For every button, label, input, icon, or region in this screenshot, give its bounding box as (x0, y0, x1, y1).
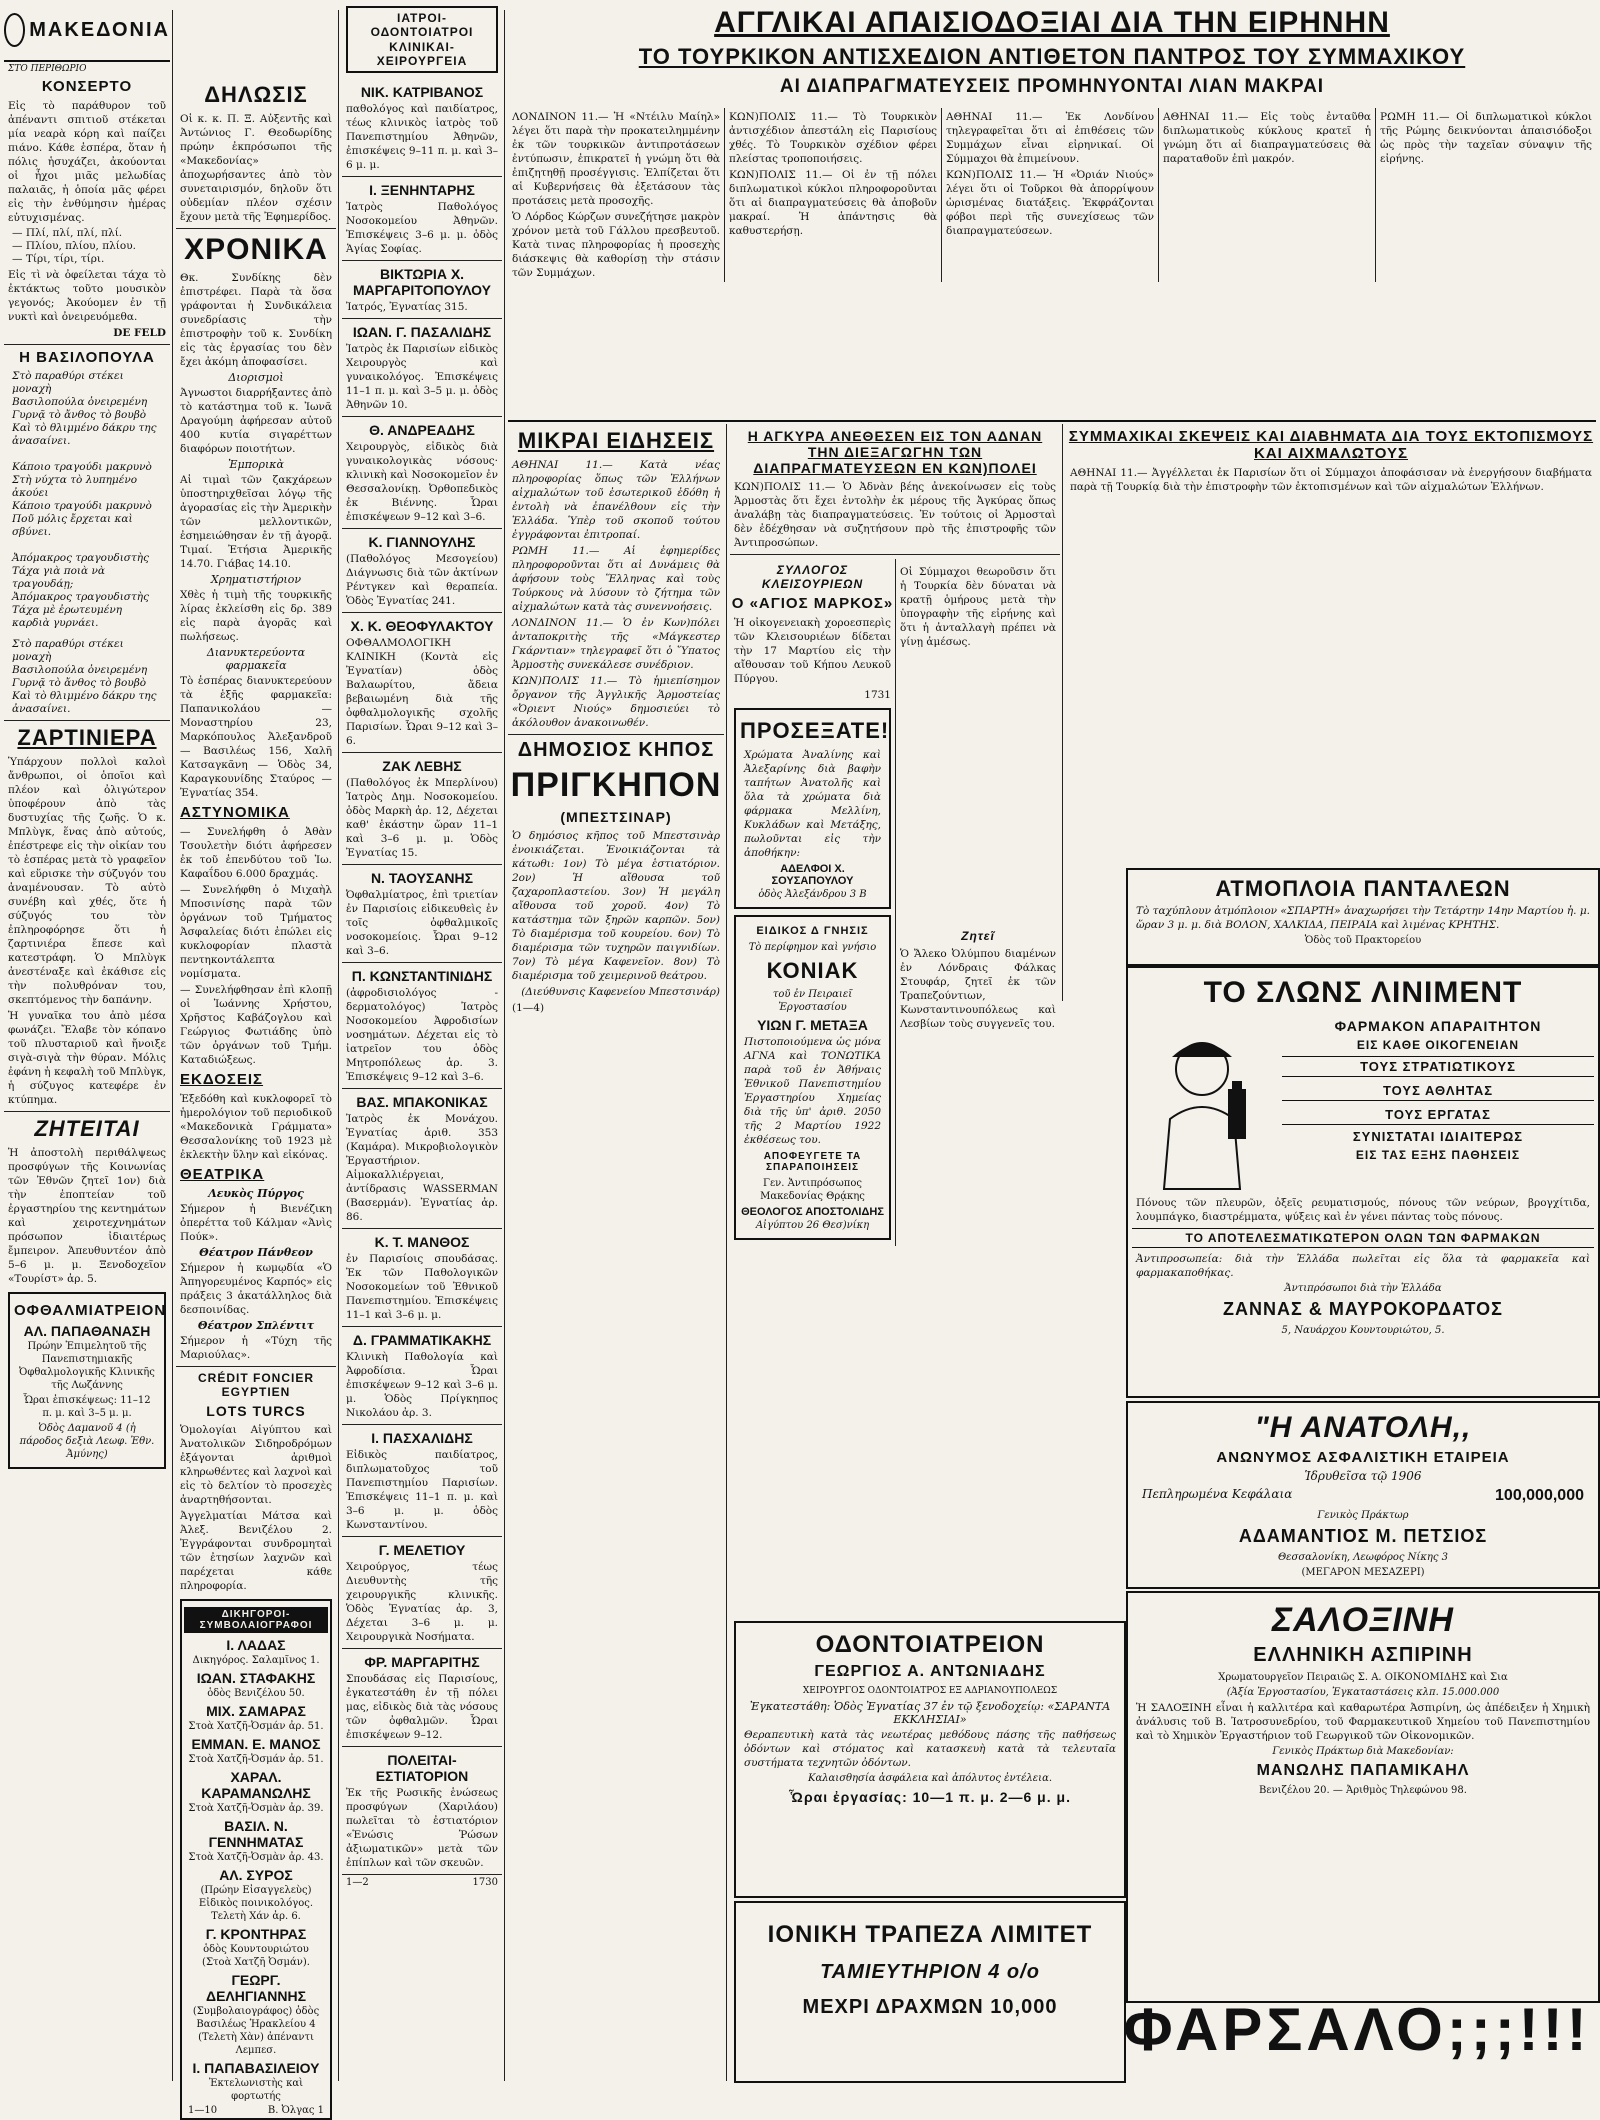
lawyer-address: (Συμβολαιογράφος) ὁδὸς Βασιλέως Ἡρακλείου 4 (Τελετὴ Χὰν) ἀπέναντι Λεμπεσ. (192, 2006, 320, 2056)
liniment-ad (1126, 966, 1600, 1398)
saloxini-agent-label: Γενικὸς Πράκτωρ διὰ Μακεδονίαν: (1272, 1746, 1454, 1757)
lawyers-list (184, 1637, 328, 2103)
doctor-name: ΙΩΑΝ. Γ. ΠΑΣΑΛΙΔΗΣ (352, 324, 492, 340)
bank-ad (734, 1901, 1126, 2083)
doctor-entry (342, 261, 502, 319)
doctor-name: ΖΑΚ ΛΕΒΗΣ (382, 758, 462, 774)
small-news-4: ΚΩΝ)ΠΟΛΙΣ 11.— Τὸ ἡμιεπίσημον ὄργανον τῆς Ἀγγλικῆς Ἁρμοστείας «Ὀριεντ Νιούς» δημοσιεύει τὸ ἀκόλουθον ἀνακοινωθέν. (512, 675, 720, 729)
sub-commerce: Ἐμπορικὰ (228, 458, 284, 471)
police-2: — Συνελήφθη ὁ Μιχαὴλ Μποσινίσης παρὰ τῶν ὀργάνων τοῦ Τμήματος Ἀσφαλείας διότι ἐπώλει εἰς κυκλοφορίαν πλαστὰ πεντηκοντάλεπτα νομίσματα. (180, 884, 332, 980)
doctors-list (342, 79, 502, 1875)
doctor-text: Ὀφθαλμίατρος, ἐπὶ τριετίαν ἐν Παρισίοις εἰδικευθεὶς ἐν τοῖς ὀφθαλμικοῖς νοσοκομείοις. Ὧραι 9–12 καὶ 3–6. (346, 889, 498, 957)
mid-col-a (508, 424, 724, 2091)
theatre-3-name: Θέατρον Σπλέντιτ (197, 1319, 315, 1332)
serial-text: Ὑπάρχουν πολλοὶ καλοὶ ἄνθρωποι, οἱ ὁποῖοι καὶ πλέον καὶ ὀλιγώτερον ὑποφέρουν ἀπὸ τὰς δυστυχίας τῆς ζωῆς. Ὁ κ. Μπλὺγκ, ἕνας ἀπὸ αὐτούς, ἐπέστρεφε εἰς τὴν οἰκίαν του τὸ ἑσπέρας μετὰ τὸ γραφεῖον καὶ εὕρισκε τὴν σύζυγόν του ἀναμένουσαν. Τὸ αὐτὸ συνέβη καὶ χθές, ὅτε ἡ σύζυγός του τὸν ἐπληροφόρησε ὅτι ἡ ζαρτινιέρα ἔπεσε καὶ κατεστράφη. Ὁ Μπλὺγκ ἀνεστέναξε καὶ ἐκάθισε εἰς τὴν πολυθρόναν του, σκεπτόμενος τὴν δαπάνην. (8, 756, 166, 1006)
serial-title: ΖΑΡΤΙΝΙΕΡΑ (17, 725, 157, 750)
police-title: ΑΣΤΥΝΟΜΙΚΑ (180, 804, 290, 821)
chronicle-4: Χθὲς ἡ τιμὴ τῆς τουρκικῆς λίρας ἐκλείσθη εἰς δρ. 389 εἰς παρὰ ἀγορᾶς καὶ πωλήσεως. (180, 589, 332, 643)
lawyer-address: Δικηγόρος. Σαλαμῖνος 1. (192, 1655, 320, 1666)
park-name: ΠΡΙΓΚΗΠΟΝ (510, 766, 722, 804)
doctor-entry (342, 79, 502, 177)
anatoli-address-2: (ΜΕΓΑΡΟΝ ΜΕΣΑΖΕΡΙ) (1301, 1567, 1425, 1578)
lawyer-name: Γ. ΚΡΟΝΤΗΡΑΣ (205, 1926, 307, 1942)
lead-text-4: ΚΩΝ)ΠΟΛΙΣ 11.— Οἱ ἐν τῇ πόλει διπλωματικοὶ κύκλοι πληροφοροῦνται ὅτι αἱ διαπραγματεύσεις θὰ ἀποβοῦν μακραί. Ἡ ἀπάντησις θὰ καθυστερήσῃ. (729, 169, 937, 237)
doctor-entry (342, 417, 502, 529)
declaration-text: Οἱ κ. κ. Π. Ξ. Αὐξεντῆς καὶ Ἀντώνιος Γ. Θεοδωρίδης πρώην ἐκπρόσωποι τῆς «Μακεδονίας» ἀποχωρήσαντες ἀπὸ τὸν συνεταιρισμόν, δηλοῦν ὅτι οὐδεμίαν πλέον σχέσιν ἔχουν μετὰ τῆς Ἐφημερίδος. (180, 113, 332, 223)
attention-store: ΑΔΕΛΦΟΙ Χ. ΣΟΥΣΑΠΟΥΛΟΥ (771, 863, 854, 887)
eye-clinic-text: Πρώην Ἐπιμελητοῦ τῆς Πανεπιστημιακῆς Ὀφθαλμολογικῆς Κλινικῆς τῆς Λωζάννης (19, 1341, 155, 1391)
anatoli-director-label: Γενικὸς Πράκτωρ (1317, 1510, 1409, 1521)
lawyer-address: Στοὰ Χατζῆ-Ὀσμάν ἀρ. 51. (188, 1754, 324, 1765)
park-signature: (Διεύθυνσις Καφενείου Μπεστσινάρ) (521, 986, 720, 998)
doctor-entry (342, 177, 502, 261)
lawyer-name: ΜΙΧ. ΣΑΜΑΡΑΣ (206, 1703, 306, 1719)
anatoli-subtitle: ΑΝΩΝΥΜΟΣ ΑΣΦΑΛΙΣΤΙΚΗ ΕΤΑΙΡΕΙΑ (1216, 1449, 1510, 1466)
credit-text-2: Ἀγγελματίαι Μάτσα καὶ Ἀλεξ. Βενιζέλου 2. Ἐγγράφονται συνδρομηταὶ τῶν ἐτησίων λαχνῶν καὶ παρέχεται κάθε πληροφορία. (180, 1510, 332, 1592)
club-number: 1731 (864, 689, 891, 701)
liniment-title: ΤΟ ΣΛΩΝΣ ΛΙΝΙΜΕΝΤ (1203, 976, 1523, 1009)
publications-title: ΕΚΔΟΣΕΙΣ (180, 1071, 264, 1088)
lead-text-7: ΑΘΗΝΑΙ 11.— Εἰς τοὺς ἐνταῦθα διπλωματικοὺς κύκλους κρατεῖ ἡ γνώμη ὅτι αἱ διαπραγματεύσεις θὰ παραταθοῦν ἐπὶ μακρόν. (1163, 111, 1371, 165)
concert-text: Εἰς τὸ παράθυρον τοῦ ἀπέναντι σπιτιοῦ στέκεται μία νεαρὰ κόρη καὶ παίζει πιάνο. Κάθε ἑσπέρα, ὅταν ἡ πόλις ἡσυχάζει, ἀκούονται οἱ ἦχοι μιᾶς μελωδίας παλαιᾶς, ἡ ὁποία μᾶς φέρει εἰς τὴν ἐνθύμησιν ἡμέρας εὐτυχισμένας. (8, 100, 166, 224)
liniment-note: Ἀντιπροσωπεία: διὰ τὴν Ἑλλάδα πωλεῖται εἰς ὅλα τὰ φαρμακεῖα καὶ φαρμακαποθήκας. (1136, 1253, 1590, 1279)
attention-title: ΠΡΟΣΕΞΑΤΕ! (740, 718, 890, 743)
lead-story (508, 0, 1596, 420)
lawyer-address: Στοὰ Χατζῆ-Ὀσμάν ἀρ. 51. (188, 1721, 324, 1732)
lawyer-address: ὁδὸς Κουντουριώτου (Στοὰ Χατζῆ Ὀσμάν). (202, 1944, 310, 1968)
small-news-title: ΜΙΚΡΑΙ ΕΙΔΗΣΕΙΣ (517, 428, 715, 453)
declaration-title: ΔΗΛΩΣΙΣ (204, 82, 308, 107)
credit-text: Ὁμολογίαι Αἰγύπτου καὶ Ἀνατολικῶν Σιδηροδρόμων ἐξάγονται ἀριθμοὶ κληρωθέντες καὶ λαχνοὶ καὶ εἰς τὸ δελτίον τὸ προσεχὲς ἀναρτηθήσονται. (180, 1424, 332, 1506)
lead-text-3: ΚΩΝ)ΠΟΛΙΣ 11.— Τὸ Τουρκικὸν ἀντισχέδιον ἀπεστάλη εἰς Παρισίους χθές. Τὸ Τουρκικὸν σχέδιον φέρει πλείστας τροποποιήσεις. (729, 111, 937, 165)
concert-signature: DE FELD (113, 327, 166, 339)
lawyer-name: Ι. ΛΑΔΑΣ (226, 1637, 286, 1653)
park-title: ΔΗΜΟΣΙΟΣ ΚΗΠΟΣ (517, 739, 715, 761)
cognac-text: Πιστοποιούμενα ὡς μόνα ΑΓΝΑ καὶ ΤΟΝΩΤΙΚΑ παρὰ τοῦ ἐν Ἀθήναις Ἐθνικοῦ Πανεπιστημίου Ἐργαστηρίου Χημείας διὰ τῆς ὑπ' ἀριθ. 2050 τῆς 2 Μαρτίου 1922 ἐκθέσεως του. (744, 1036, 881, 1146)
doctor-name: Κ. Τ. ΜΑΝΘΟΣ (374, 1234, 470, 1250)
eye-clinic-hours: Ὧραι ἐπισκέψεως: 11–12 π. μ. καὶ 3–5 μ. μ. (23, 1395, 151, 1419)
eye-clinic-ad (8, 1292, 166, 1469)
concert-title: ΚΟΝΣΕΡΤΟ (41, 78, 133, 95)
lawyer-name: Ι. ΠΑΠΑΒΑΣΙΛΕΙΟΥ (192, 2060, 320, 2076)
allies-text: ΑΘΗΝΑΙ 11.— Ἀγγέλλεται ἐκ Παρισίων ὅτι οἱ Σύμμαχοι ἀποφάσισαν νὰ ἐνεργήσουν διαβήματα παρὰ τῇ Τουρκίᾳ διὰ τὴν ἐπιστροφὴν τῶν ἐκτοπισμένων καὶ τῶν αἰχμαλώτων Ἑλλήνων. (1070, 467, 1592, 493)
lawyers-box (180, 1599, 332, 2120)
liniment-agent-label: Ἀντιπρόσωποι διὰ τὴν Ἑλλάδα (1284, 1283, 1442, 1294)
doctors-header-1: ΙΑΤΡΟΙ-ΟΔΟΝΤΟΙΑΤΡΟΙ (370, 11, 474, 39)
doctor-name: Γ. ΜΕΛΕΤΙΟΥ (378, 1542, 466, 1558)
doctor-text: παθολόγος καὶ παιδίατρος, τέως κλινικὸς ἰατρὸς τοῦ Πανεπιστημίου Ἀθηνῶν, ἐπισκέψεις 9–11 π. μ. καὶ 3–6 μ. μ. (346, 103, 498, 171)
lawyer-name: ΒΑΣΙΛ. Ν. ΓΕΝΝΗΜΑΤΑΣ (208, 1818, 304, 1850)
credit-title: CRÉDIT FONCIER EGYPTIEN (198, 1371, 314, 1399)
lawyers-footer-right: Β. Ὀλγας 1 (267, 2105, 324, 2116)
wanted-2-title: Ζητεῖ (961, 929, 995, 943)
doctor-entry (342, 319, 502, 417)
police-1: — Συνελήφθη ὁ Ἀθὰν Τσουλετὴν διότι ἀφήρεσεν ἐκ τοῦ ἐπενδύτου τοῦ Ἰω. Καφαΐδου 6.000 δραχμάς. (180, 826, 332, 880)
credit-subtitle: LOTS TURCS (206, 1403, 306, 1419)
doctor-name: Κ. ΓΙΑΝΝΟΥΛΗΣ (368, 534, 476, 550)
masthead-title: ΜΑΚΕΔΟΝΙΑ (29, 18, 170, 41)
ankara-title: Η ΑΓΚΥΡΑ ΑΝΕΘΕΣΕΝ ΕΙΣ ΤΟΝ ΑΔΝΑΝ ΤΗΝ ΔΙΕΞΑΓΩΓΗΝ ΤΩΝ ΔΙΑΠΡΑΓΜΑΤΕΥΣΕΩΝ ΕΝ ΚΩΝ)ΠΟΛΕΙ (747, 428, 1043, 476)
dentist-address: Ἐγκατεστάθη: Ὁδὸς Ἐγνατίας 37 ἐν τῷ ξενοδοχείῳ: «ΣΑΡΑΝΤΑ ΕΚΚΛΗΣΙΑΙ» (749, 1700, 1111, 1726)
doctor-name: Ι. ΞΕΝΗΝΤΑΡΗΣ (369, 182, 475, 198)
attention-text: Χρώματα Ἀναλίνης καὶ Ἀλεξαρίνης διὰ βαφὴν ταπήτων Ἀνατολῆς καὶ ὅλα τὰ χρώματα διὰ φάρμακα Μελλίνη, Κυκλάδων καὶ Μετάξης, πωλοῦνται εἰς τὴν ἀποθήκην: (744, 749, 881, 859)
club-title: ΣΥΛΛΟΓΟΣ ΚΛΕΙΣΟΥΡΙΕΩΝ (761, 563, 864, 591)
doctor-entry (342, 963, 502, 1089)
doctors-footer-left: 1—2 (346, 1877, 369, 1888)
club-text: Ἡ οἰκογενειακὴ χοροεσπερὶς τῶν Κλεισουριέων δίδεται τὴν 17 Μαρτίου εἰς τὴν αἴθουσαν τοῦ Κήπου Λευκοῦ Πύργου. (734, 617, 891, 685)
attention-ad (734, 708, 891, 909)
serial-text-2: Ἡ γυναῖκα του ἀπὸ μέσα φωνάζει. Ἔλαβε τὸν κόπανο τοῦ πλυσταριοῦ καὶ ἤνοιξε σιγὰ-σιγὰ τὴν θύραν. Μόλις ἐφάνη ἡ κεφαλὴ τοῦ Μπλὺγκ, ἡ σύζυγος κατεφέρε ἐν κτύπημα. (8, 1010, 166, 1106)
liniment-best: ΤΟ ΑΠΟΤΕΛΕΣΜΑΤΙΚΩΤΕΡΟΝ ΟΛΩΝ ΤΩΝ ΦΑΡΜΑΚΩΝ (1132, 1228, 1594, 1248)
doctor-text: Ἰατρός, Ἐγνατίας 315. (346, 301, 468, 313)
column-1 (4, 0, 170, 2091)
eye-clinic-title: ΟΦΘΑΛΜΙΑΤΡΕΙΟΝ (14, 1302, 167, 1319)
sub-pharmacies: Διανυκτερεύοντα φαρμακεῖα (206, 646, 306, 672)
theatre-title: ΘΕΑΤΡΙΚΑ (180, 1166, 265, 1183)
park-subtitle: (ΜΠΕΣΤΣΙΝΑΡ) (560, 809, 672, 825)
lead-headline-2: ΤΟ ΤΟΥΡΚΙΚΟΝ ΑΝΤΙΣΧΕΔΙΟΝ ΑΝΤΙΘΕΤΟΝ ΠΑΝΤΡΟΣ ΤΟΥ ΣΥΜΜΑΧΙΚΟΥ (638, 44, 1466, 69)
lawyer-address: Ἐκτελωνιστὴς καὶ φορτωτής (208, 2078, 304, 2102)
doctor-name: Ν. ΤΑΟΥΣΑΝΗΣ (370, 870, 474, 886)
chronicle-1: Θκ. Συνδίκης δὲν ἐπιστρέφει. Παρὰ τὰ ὅσα γράφονται ἡ Συνδικάλεια συνεδρίασις τὴν ἐπιστροφὴν τοῦ κ. Συνδίκη εἰς τὰς ἐργασίας του δὲν ἔχει ἀκόμη ἀποφασίσει. (180, 272, 332, 368)
sub-appointments: Διορισμοὶ (228, 371, 284, 384)
doctor-name: ΒΙΚΤΩΡΙΑ Χ. ΜΑΡΓΑΡΙΤΟΠΟΥΛΟΥ (352, 266, 491, 298)
masthead-emblem-icon (4, 13, 25, 47)
nurse-with-bottle-icon (1142, 1019, 1272, 1189)
liniment-for-athletes: ΤΟΥΣ ΑΘΛΗΤΑΣ (1282, 1081, 1594, 1101)
doctor-entry (342, 1229, 502, 1327)
liniment-subtitle-2: ΕΙΣ ΚΑΘΕ ΟΙΚΟΓΕΝΕΙΑΝ (1356, 1038, 1520, 1052)
cognac-header: ΕΙΔΙΚΟΣ Δ ΓΝΗΣΙΣ (756, 925, 869, 937)
doctor-name: ΒΑΣ. ΜΠΑΚΟΝΙΚΑΣ (356, 1094, 488, 1110)
saloxini-title: ΣΑΛΟΞΙΝΗ (1272, 1601, 1454, 1639)
chronicle-3: Αἱ τιμαὶ τῶν ζακχάρεων ὑποστηριχθεῖσαι λόγῳ τῆς ἀγορασίας εἰς τὴν Ἀμερικὴν τῶν μελλοντικῶν, ἐσημειώθησαν ἐν τῇ ἀγορᾷ. Τιμαί. Ἐτήσια Ἀμερικῆς 14.70. Γιάβας 14.10. (180, 474, 332, 570)
saloxini-maker: Χρωματουργεῖον Πειραιῶς Σ. Α. ΟΙΚΟΝΟΜΙΔΗΣ καὶ Σια (1218, 1672, 1508, 1683)
small-news-1: ΑΘΗΝΑΙ 11.— Κατὰ νέας πληροφορίας ὅπως τῶν Ἑλλήνων αἰχμαλώτων τοῦ ἐσωτερικοῦ ἐδόθη ἡ ἐντολὴ νὰ ἐπανέλθουν εἰς τὴν Ἑλλάδα. Ὑπὲρ τοῦ σκοποῦ τούτου ἐγγράφονται ἐπιτροπαί. (512, 459, 720, 541)
cognac-line: τοῦ ἐν Πειραιεῖ Ἐργοστασίου (772, 989, 853, 1013)
lawyer-name: ΓΕΩΡΓ. ΔΕΛΗΓΙΑΝΝΗΣ (206, 1972, 306, 2004)
doctor-entry (342, 1089, 502, 1229)
anatoli-address: Θεσσαλονίκη, Λεωφόρος Νίκης 3 (1277, 1552, 1449, 1563)
doctor-entry (342, 753, 502, 865)
saloxini-capital: (Ἀξία Ἐργοστασίου, Ἐγκαταστάσεις κλπ. 15.000.000 (1226, 1687, 1500, 1698)
lawyer-name: ΧΑΡΑΛ. ΚΑΡΑΜΑΝΩΛΗΣ (201, 1769, 311, 1801)
doctor-entry (342, 1649, 502, 1747)
doctor-text: (ἀφροδισιολόγος - δερματολόγος) Ἰατρὸς Νοσοκομείου Ἀφροδισίων νοσημάτων. Δέχεται εἰς τὸ ἰατρεῖον του ὁδὸς Μητροπόλεως ἀρ. 3. Ἐπισκέψεις 9–12 καὶ 3–6. (346, 987, 498, 1083)
park-number: (1—4) (512, 1002, 545, 1014)
liniment-for-soldiers: ΤΟΥΣ ΣΤΡΑΤΙΩΤΙΚΟΥΣ (1282, 1056, 1594, 1077)
concert-text-2: Εἰς τὶ νὰ ὀφείλεται τάχα τὸ ἐκτάκτως τοῦτο μουσικὸν γεγονός; Ἀκούομεν ἐν τῇ νυκτὶ καὶ ὀνειρευόμεθα. (8, 269, 166, 323)
small-news-2: ΡΩΜΗ 11.— Αἱ ἐφημερίδες πληροφοροῦνται ὅτι αἱ Δυνάμεις θὰ ἀφήσουν τοὺς Ἕλληνας καὶ τοὺς Τούρκους νὰ λύσουν τὸ ζήτημα τῶν αἰχμαλώτων κατὰ τὰς συνεννοήσεις. (512, 545, 720, 613)
dentist-ad (734, 1621, 1126, 1898)
chronicle-5: Τὸ ἑσπέρας διανυκτερεύουν τὰ ἑξῆς φαρμακεῖα: Παπανικολάου — Μοναστηρίου 23, Μαρκόπουλος Ἀλεξανδροῦ — Βασιλέως 156, Χαλῆ Κατσαγκᾶνη — Ὁδὸς 34, Καραγκουνίδης Σταύρος — Ἐγνατίας 354. (180, 675, 332, 799)
mid-col-c (1066, 424, 1596, 804)
dentist-subtitle: ΧΕΙΡΟΥΡΓΟΣ ΟΔΟΝΤΟΙΑΤΡΟΣ ΕΞ ΑΔΡΙΑΝΟΥΠΟΛΕΩΣ (802, 1686, 1058, 1696)
bank-subtitle: ΤΑΜΙΕΥΤΗΡΙΟΝ 4 ο/ο (820, 1961, 1040, 1983)
doctor-entry (342, 1747, 502, 1875)
ship-text: Τὸ ταχύπλουν ἀτμόπλοιον «ΣΠΑΡΤΗ» ἀναχωρήσει τὴν Τετάρτην 14ην Μαρτίου ἡ. μ. ὥραν 3 μ. μ. διὰ ΒΟΛΟΝ, ΧΑΛΚΙΔΑ, ΠΕΙΡΑΙΑ καὶ λιμένας ΚΡΗΤΗΣ. (1136, 905, 1590, 931)
liniment-subtitle: ΦΑΡΜΑΚΟΝ ΑΠΑΡΑΙΤΗΤΟΝ (1334, 1018, 1542, 1034)
ankara-text: ΚΩΝ)ΠΟΛΙΣ 11.— Ὁ Ἀδνὰν βέης ἀνεκοίνωσεν εἰς τοὺς Ἁρμοστὰς ὅτι ἔχει ἐντολὴν ἐκ μέρους τῆς Ἀγκύρας ὅπως ἀναλάβῃ τὰς διαπραγματεύσεις. Ἐν τούτοις οἱ Ἁρμοσταὶ δὲν ἐδέχθησαν νὰ συζητήσουν πρὸ τῆς ἐπιστροφῆς τῶν Ἀντιπροσώπων. (734, 481, 1056, 549)
bank-title: ΙΟΝΙΚΗ ΤΡΑΠΕΖΑ ΛΙΜΙΤΕΤ (767, 1921, 1093, 1948)
cognac-agent: ΘΕΟΛΟΓΟΣ ΑΠΟΣΤΟΛΙΔΗΣ (741, 1206, 884, 1218)
doctor-name: Θ. ΑΝΔΡΕΑΔΗΣ (369, 422, 475, 438)
cognac-ad (734, 915, 891, 1240)
police-3: — Συνελήφθησαν ἐπὶ κλοπῇ οἱ Ἰωάννης Χρήστου, Χρῆστος Καβάζογλου καὶ Γεώργιος Φωτιάδης ὑπὸ τῶν ὀργάνων τοῦ Τμήμ. Καταδιώξεως. (180, 984, 332, 1066)
eye-clinic-name: ΑΛ. ΠΑΠΑΘΑΝΑΣΗ (23, 1323, 151, 1339)
liniment-text: Πόνους τῶν πλευρῶν, ὀξεῖς ρευματισμούς, πόνους τῶν νεύρων, βρογχίτιδα, λουμπάγκο, διαστρέμματα, ψύξεις καὶ ἐν γένει πάντας τοὺς πόνους. (1136, 1197, 1590, 1223)
lead-headline-3: ΑΙ ΔΙΑΠΡΑΓΜΑΤΕΥΣΕΙΣ ΠΡΟΜΗΝΥΟΝΤΑΙ ΛΙΑΝ ΜΑΚΡΑΙ (779, 76, 1325, 97)
cognac-warning: ΑΠΟΦΕΥΓΕΤΕ ΤΑ ΣΠΑΡΑΠΟΙΗΣΕΙΣ (763, 1151, 862, 1173)
sub-exchange: Χρηματιστήριον (210, 573, 302, 586)
doctor-entry (342, 529, 502, 613)
wanted-2-text: Ὁ Ἄλεκο Ὀλύμπου διαμένων ἐν Λόνδραις Φάλκας Στουφάρ, ζητεῖ ἐκ τῶν Τραπεζούντιων, Κωνσταντινουπόλεως καὶ Λεσβίων τοὺς συγγενεῖς του. (900, 948, 1056, 1030)
ship-agent: Ὁδὸς τοῦ Πρακτορείου (1304, 935, 1422, 946)
small-news-3: ΛΟΝΔΙΝΟΝ 11.— Ὁ ἐν Κων)πόλει ἀνταποκριτὴς τῆς «Μάγκεστερ Γκάρντιαν» τηλεγραφεῖ ὅτι ὁ Ὕπατος Ἁρμοστὴς συνεκάλεσε συνέδριον. (512, 617, 720, 671)
doctor-text: Ἰατρὸς Παθολόγος Νοσοκομείου Ἀθηνῶν. Ἐπισκέψεις 3–6 μ. μ. ὁδὸς Ἁγίας Σοφίας. (346, 201, 498, 255)
cognac-maker: ΥΙΩΝ Γ. ΜΕΤΑΞΑ (757, 1017, 868, 1033)
ship-ad (1126, 868, 1600, 966)
doctor-name: ΝΙΚ. ΚΑΤΡΙΒΑΝΟΣ (360, 84, 484, 100)
lawyers-footer-left: 1—10 (188, 2105, 218, 2116)
doctor-text: ἐν Παρισίοις σπουδάσας. Ἐκ τῶν Παθολογικῶν Νοσοκομείων τοῦ Ἐθνικοῦ Πανεπιστημίου. Ἐπισκέψεις 11–1 καὶ 3–6 μ. μ. (346, 1253, 498, 1321)
anatoli-ad (1126, 1401, 1600, 1589)
theatre-1-text: Σήμερον ἡ Βιενέζικη ὀπερέττα τοῦ Κάλμαν «Ἀνὶς Πούκ». (180, 1203, 332, 1243)
dentist-text: Θεραπευτικὴ κατὰ τὰς νεωτέρας μεθόδους πάσης τῆς παθήσεως ὀδόντων καὶ στόματος καὶ κατασκευὴ κατὰ τὰ τελευταῖα συστήματα τεχνητῶν ὀδόντων. (744, 1729, 1116, 1769)
anatoli-capital: 100,000,000 (1495, 1487, 1584, 1504)
cognac-pre: Τὸ περίφημον καὶ γνήσιο (748, 942, 877, 953)
masthead-box (4, 0, 170, 62)
theatre-3-text: Σήμερον ἡ «Τύχη τῆς Μαριούλας». (180, 1335, 332, 1361)
doctor-text: (Παθολόγος Μεσογείου) Διάγνωσις διὰ τῶν ἀκτίνων Ρέντγκεν καὶ θεραπεία. Ὁδὸς Ἐγνατίας 241. (346, 553, 498, 607)
doctor-text: Κλινικὴ Παθολογία καὶ Ἀφροδίσια. Ὧραι ἐπισκέψεων 9–12 καὶ 3–6 μ. μ. Ὁδὸς Πρίγκηπος Νικολάου ἀρ. 3. (346, 1351, 498, 1419)
attention-address: ὁδὸς Ἀλεξάνδρου 3 Β (758, 889, 867, 900)
doctor-text: Χειρουργὸς, εἰδικὸς διὰ γυναικολογικὰς νόσους· κλινικὴ καὶ Νοσοκομεῖον ἐν Θεσσαλονίκῃ. Ὀρθοπεδικὸς ἐκ Βιέννης. Ὧραι ἐπισκέψεων 9–12 καὶ 3–6. (346, 441, 498, 523)
lead-text-5: ΑΘΗΝΑΙ 11.— Ἐκ Λονδίνου τηλεγραφεῖται ὅτι αἱ ἐπιθέσεις τῶν Συμμάχων εἶναι εἰρηνικαί. Οἱ Σύμμαχοι θὰ ἐπιμείνουν. (946, 111, 1154, 165)
dentist-name: ΓΕΩΡΓΙΟΣ Α. ΑΝΤΩΝΙΑΔΗΣ (814, 1663, 1046, 1680)
doctors-header-2: ΚΛΙΝΙΚΑΙ-ΧΕΙΡΟΥΡΓΕΙΑ (376, 40, 468, 68)
lawyer-name: ΑΛ. ΣΥΡΟΣ (219, 1867, 293, 1883)
doctor-text: ΟΦΘΑΛΜΟΛΟΓΙΚΗ ΚΛΙΝΙΚΗ (Κοντὰ εἰς Ἐγνατίαν) ὁδὸς Βαλαωρίτου, ἄδεια βεβαιωμένη διὰ τῆς ὀφθαλμολογικῆς σχολῆς Παρισίων. Ὧραι 9–12 καὶ 3–6. (346, 637, 499, 747)
doctor-name: Χ. Κ. ΘΕΟΦΥΛΑΚΤΟΥ (350, 618, 494, 634)
saloxini-ad (1126, 1591, 1600, 2003)
princess-poem-2: Στὸ παραθύρι στέκει μοναχὴ Βασιλοπούλα ὀνειρεμένη Γυρνᾷ τὸ ἄνθος τὸ βουβὸ Καὶ τὸ θλιμμένο δάκρυ της ἀνασαίνει. (12, 638, 157, 715)
farsalo-footer: ΦΑΡΣΑΛΟ;;;!!! (1123, 1996, 1591, 2063)
doctor-text: Σπουδάσας εἰς Παρισίους, ἐγκατεστάθη ἐν τῇ πόλει μας, εἰδικὸς διὰ τὰς νόσους τῶν ὀφθαλμῶν. Ὧραι ἐπισκέψεων 9–12. (346, 1673, 498, 1741)
doctor-text: Ἰατρὸς ἐκ Μονάχου. Ἐγνατίας ἀριθ. 353 (Καμάρα). Μικροβιολογικὸν Ἐργαστήριον. Αἱμοκαλλιέργειαι, ἀντίδρασις WASSERMAN (Βασερμάν). Ἐγνατίας ἀρ. 86. (346, 1113, 498, 1223)
anatoli-capital-label: Πεπληρωμένα Κεφάλαια (1142, 1487, 1293, 1501)
publications-text: Ἐξεδόθη καὶ κυκλοφορεῖ τὸ ἡμερολόγιον τοῦ περιοδικοῦ «Μακεδονικὰ Γράμματα» Θεσσαλονίκης τοῦ 1923 μὲ ἐκλεκτὴν ὕλην καὶ εἰκόνας. (180, 1093, 332, 1161)
lead-text-6: ΚΩΝ)ΠΟΛΙΣ 11.— Ἡ «Ὀριάν Νιούς» λέγει ὅτι οἱ Τοῦρκοι θὰ ἀπορρίψουν ὡρισμένας διατάξεις. Ἐκφράζονται φόβοι περὶ τῆς συνεχίσεως τῶν διαπραγματεύσεων. (946, 169, 1154, 237)
doctor-entry (342, 1425, 502, 1537)
bank-line: ΜΕΧΡΙ ΔΡΑΧΜΩΝ 10,000 (802, 1996, 1058, 2018)
liniment-for-workers: ΤΟΥΣ ΕΡΓΑΤΑΣ (1282, 1105, 1594, 1125)
doctors-footer-right: 1730 (472, 1877, 498, 1888)
lawyer-address: Στοὰ Χατζῆ-Ὀσμὰν ἀρ. 39. (188, 1803, 324, 1814)
princess-title: Η ΒΑΣΙΛΟΠΟΥΛΑ (19, 349, 155, 366)
saloxini-agent: ΜΑΝΩΛΗΣ ΠΑΠΑΜΙΚΑΗΛ (1256, 1762, 1470, 1779)
lead-text-1: ΛΟΝΔΙΝΟΝ 11.— Ἡ «Ντέιλυ Μαίηλ» λέγει ὅτι παρὰ τὴν προκατειλημμένην ἐκ τῶν τουρκικῶν ἀντιπροτάσεων ἐντύπωσιν, ἐπικρατεῖ ἡ γνώμη ὅτι θὰ ἐπιζητηθῇ προσέγγισις. Ἐλπίζεται ὅτι αἱ Κυβερνήσεις θὰ ἐξετάσουν τὰς προτάσεις μετὰ προσοχῆς. (512, 111, 720, 207)
anatoli-title: "Η ΑΝΑΤΟΛΗ,, (1254, 1411, 1472, 1444)
lawyer-address: (Πρώην Εἰσαγγελεὺς) Εἰδικὸς ποινικολόγος. Τελετὴ Χάν ἀρ. 6. (198, 1885, 314, 1922)
liniment-agent: ΖΑΝΝΑΣ & ΜΑΥΡΟΚΟΡΔΑΤΟΣ (1223, 1299, 1503, 1319)
column-3 (342, 0, 502, 2091)
lead-text-8: ΡΩΜΗ 11.— Οἱ διπλωματικοὶ κύκλοι τῆς Ρώμης δεικνύονται ἀπαισιόδοξοι ὡς πρὸς τὴν ταχεῖαν σύναψιν τῆς εἰρήνης. (1380, 111, 1592, 165)
liniment-address: 5, Ναυάρχου Κουντουριώτου, 5. (1281, 1325, 1445, 1336)
liniment-recommended-2: ΕΙΣ ΤΑΣ ΕΞΗΣ ΠΑΘΗΣΕΙΣ (1355, 1148, 1521, 1162)
doctor-name: ΠΟΛΕΙΤΑΙ-ΕΣΤΙΑΤΟΡΙΟΝ (375, 1752, 469, 1784)
liniment-illustration (1132, 1014, 1282, 1194)
park-text: Ὁ δημόσιος κῆπος τοῦ Μπεστσινὰρ ἐνοικιάζεται. Ἐνοικιάζονται τὰ κάτωθι: 1ον) Τὸ μέγα ἑστιατόριον. 2ον) Ἡ αἴθουσα τοῦ ζαχαροπλαστείου. 3ον) Ἡ μεγάλη αἴθουσα τοῦ χοροῦ. 4ον) Τὸ κατάστημα τῶν ξηρῶν καρπῶν. 5ον) Τὸ διαμέρισμα τοῦ κουρείου. 6ον) Τὸ διαμέρισμα τῶν τυχηρῶν παιγνιδίων. 7ον) Τὸ μέγα Καφενεῖον. 8ον) Τὸ διαμέρισμα τοῦ χειμερινοῦ θεάτρου. (512, 830, 720, 982)
princess-poem: Στὸ παραθύρι στέκει μοναχὴ Βασιλοπούλα ὀνειρεμένη Γυρνᾷ τὸ ἄνθος τὸ βουβὸ Καὶ τὸ θλιμμένο δάκρυ της ἀνασαίνει. Κάποιο τραγούδι μακρυνὸ Στὴ νύχτα τὸ λυπημένο ἀκούει Κάποιο τραγούδι μακρυνὸ Ποῦ μόλις ἔρχεται καὶ σβύνει. Ἀπόμακρος τραγουδιστὴς Τάχα γιὰ ποιὰ νὰ τραγουδάῃ; Ἀπόμακρος τραγουδιστὴς Τάχα μὲ ἐρωτευμένη καρδιὰ γυρνάει. (12, 370, 157, 629)
wanted-title: ΖΗΤΕΙΤΑΙ (34, 1116, 140, 1141)
doctors-header-box (346, 6, 498, 73)
cognac-agent-label: Γεν. Ἀντιπρόσωπος Μακεδονίας Θρᾴκης (760, 1178, 865, 1202)
doctor-entry (342, 1537, 502, 1649)
doctor-name: Ι. ΠΑΣΧΑΛΙΔΗΣ (371, 1430, 473, 1446)
concert-lines: — Πλί, πλί, πλί, πλί. — Πλίου, πλίου, πλίου. — Τίρι, τίρι, τίρι. (12, 227, 136, 265)
saloxini-text: Ἡ ΣΑΛΟΞΙΝΗ εἶναι ἡ καλλιτέρα καὶ καθαρωτέρα Ἀσπιρίνη, ὡς ἀπέδειξεν ἡ Χημικὴ ἀνάλυσις τοῦ Β. Ἰατροσυνεδρίου, τοῦ Φαρμακευτικοῦ Χημείου τοῦ Πανεπιστημίου καὶ τὸ Χημικὸν Ἐργαστήριον τοῦ Γεωργικοῦ τῶν Οἰκονομικῶν. (1136, 1702, 1590, 1742)
column-2 (176, 0, 336, 2116)
chronicle-2: Ἀγνωστοι διαρρήξαντες ἀπὸ τὸ κατάστημα τοῦ κ. Ἰωνᾶ Δραγούμη ἀφήρεσαν αὐτοῦ 400 κυτία σιγαρέττων διαφόρων ποιοτήτων. (180, 387, 332, 455)
doctor-name: Π. ΚΩΝΣΤΑΝΤΙΝΙΔΗΣ (351, 968, 493, 984)
liniment-recommended: ΣΥΝΙΣΤΑΤΑΙ ΙΔΙΑΙΤΕΡΩΣ (1352, 1129, 1524, 1144)
doctor-text: Ἰατρὸς ἐκ Παρισίων εἰδικὸς Χειρουργὸς καὶ γυναικολόγος. Ἐπισκέψεις 11–1 π. μ. καὶ 3–5 μ. μ. ὁδὸς Ἀθηνῶν 10. (346, 343, 498, 411)
anatoli-founded: Ἱδρυθεῖσα τῷ 1906 (1304, 1469, 1422, 1483)
doctor-entry (342, 1327, 502, 1425)
lawyer-address: Στοὰ Χατζῆ-Ὀσμὰν ἀρ. 43. (188, 1852, 324, 1863)
allies-title: ΣΥΜΜΑΧΙΚΑΙ ΣΚΕΨΕΙΣ ΚΑΙ ΔΙΑΒΗΜΑΤΑ ΔΙΑ ΤΟΥΣ ΕΚΤΟΠΙΣΜΟΥΣ ΚΑΙ ΑΙΧΜΑΛΩΤΟΥΣ (1068, 428, 1594, 462)
lawyer-name: ΙΩΑΝ. ΣΤΑΦΑΚΗΣ (196, 1670, 316, 1686)
doctor-entry (342, 613, 502, 753)
saloxini-address: Βενιζέλου 20. — Ἀριθμὸς Τηλεφώνου 98. (1259, 1785, 1467, 1796)
ankara-continued: Οἱ Σύμμαχοι θεωροῦσιν ὅτι ἡ Τουρκία δὲν δύναται νὰ κρατῇ ὁμήρους μετὰ τὴν ὑπογραφὴν τῆς εἰρήνης καὶ ὅτι ἡ ἀνταλλαγὴ πρέπει νὰ γίνῃ ἀμέσως. (900, 566, 1056, 648)
theatre-2-name: Θέατρον Πάνθεον (199, 1246, 313, 1259)
lead-text-2: Ὁ Λόρδος Κώρζων συνεζήτησε μακρὸν χρόνον μετὰ τοῦ Γάλλου πρεσβευτοῦ. Κατὰ τινας πληροφορίας ἡ προσεχὴς διάσκεψις θὰ καθορίσῃ τὴν στάσιν τῶν Συμμάχων. (512, 211, 720, 279)
lawyer-address: ὁδὸς Βενιζέλου 50. (207, 1688, 305, 1699)
theatre-2-text: Σήμερον ἡ κωμῳδία «Ὁ Ἀπηγορευμένος Καρπός» εἰς πράξεις 3 ἀκατάλληλος διὰ δεσποινίδας. (180, 1262, 332, 1316)
saloxini-subtitle: ΕΛΛΗΝΙΚΗ ΑΣΠΙΡΙΝΗ (1253, 1644, 1473, 1666)
doctor-text: Ἐκ τῆς Ρωσικῆς ἑνώσεως προσφύγων (Χαριλάου) πωλεῖται τὸ ἐστιατόριον «Ἑνώσις Ῥώσων ἀξιωματικῶν» μετὰ τῶν ἐπίπλων καὶ τῶν σκευῶν. (346, 1787, 498, 1869)
cognac-agent-address: Αἰγύπτου 26 Θεσ)νίκη (755, 1220, 870, 1231)
doctor-text: Χειρούργος, τέως Διευθυντὴς τῆς χειρουργικῆς κλινικῆς. Ὁδὸς Ἐγνατίας ἀρ. 3, Δέχεται 3–6 μ. μ. Χειρουργικὰ Νοσήματα. (346, 1561, 498, 1643)
section-label: ΣΤΟ ΠΕΡΙΘΩΡΙΟ (8, 64, 87, 74)
theatre-1-name: Λευκὸς Πύργος (208, 1187, 304, 1200)
doctor-name: ΦΡ. ΜΑΡΓΑΡΙΤΗΣ (364, 1654, 480, 1670)
lead-headline-1: ΑΓΓΛΙΚΑΙ ΑΠΑΙΣΙΟΔΟΞΙΑΙ ΔΙΑ ΤΗΝ ΕΙΡΗΝΗΝ (714, 6, 1390, 39)
dentist-title: ΟΔΟΝΤΟΙΑΤΡΕΙΟΝ (815, 1631, 1045, 1658)
anatoli-director: ΑΔΑΜΑΝΤΙΟΣ Μ. ΠΕΤΣΙΟΣ (1238, 1526, 1488, 1546)
doctor-entry (342, 865, 502, 963)
doctor-text: Εἰδικὸς παιδίατρος, διπλωματοῦχος τοῦ Πανεπιστημίου Παρισίων. Ἐπισκέψεις 11–1 π. μ. καὶ 3–6 μ. μ. ὁδὸς Κωνσταντίνου. (346, 1449, 498, 1531)
lawyers-title: ΔΙΚΗΓΟΡΟΙ-ΣΥΜΒΟΛΑΙΟΓΡΑΦΟΙ (184, 1607, 328, 1633)
mid-col-b (730, 424, 1060, 1604)
eye-clinic-address: Ὁδὸς Δαμανοῦ 4 (ἡ πάροδος δεξιὰ Λεωφ. Ἐθν. Ἀμύνης) (19, 1423, 155, 1460)
chronicle-title: ΧΡΟΝΙΚΑ (184, 233, 328, 266)
club-name: Ο «ΑΓΙΟΣ ΜΑΡΚΟΣ» (731, 595, 894, 612)
ship-title: ΑΤΜΟΠΛΟΙΑ ΠΑΝΤΑΛΕΩΝ (1215, 876, 1511, 901)
lawyer-name: ΕΜΜΑΝ. Ε. ΜΑΝΟΣ (191, 1736, 321, 1752)
cognac-title: ΚΟΝΙΑΚ (766, 958, 859, 983)
wanted-text: Ἡ ἀποστολὴ περιθάλψεως προσφύγων τῆς Κοινωνίας τῶν Ἐθνῶν ζητεῖ 1ον) διὰ τὴν ἐποπτείαν τοῦ ἐργαστηρίου της κεντημάτων καὶ χειροτεχνημάτων πρόσωπον ἰδιαιτέρως ἔμπειρον. Ἀπευθυντέον ἀπὸ 5–6 μ. μ. Ξενοδοχεῖον «Τουρίστ» ἀρ. 5. (8, 1147, 166, 1285)
dentist-text-2: Καλαισθησία ἀσφάλεια καὶ ἀπόλυτος ἐντέλεια. (807, 1773, 1053, 1784)
doctor-text: (Παθολόγος ἐκ Μπερλίνου) Ἰατρὸς Δημ. Νοσοκομείου. ὁδὸς Μαρκὴ ἀρ. 12, Δέχεται καθ' ἑκάστην ὥραν 11–1 καὶ 3–6 μ. μ. Ὁδὸς Ἐγνατίας 15. (346, 777, 498, 859)
dentist-hours: Ὧραι ἐργασίας: 10—1 π. μ. 2—6 μ. μ. (789, 1789, 1071, 1805)
doctor-name: Δ. ΓΡΑΜΜΑΤΙΚΑΚΗΣ (352, 1332, 492, 1348)
